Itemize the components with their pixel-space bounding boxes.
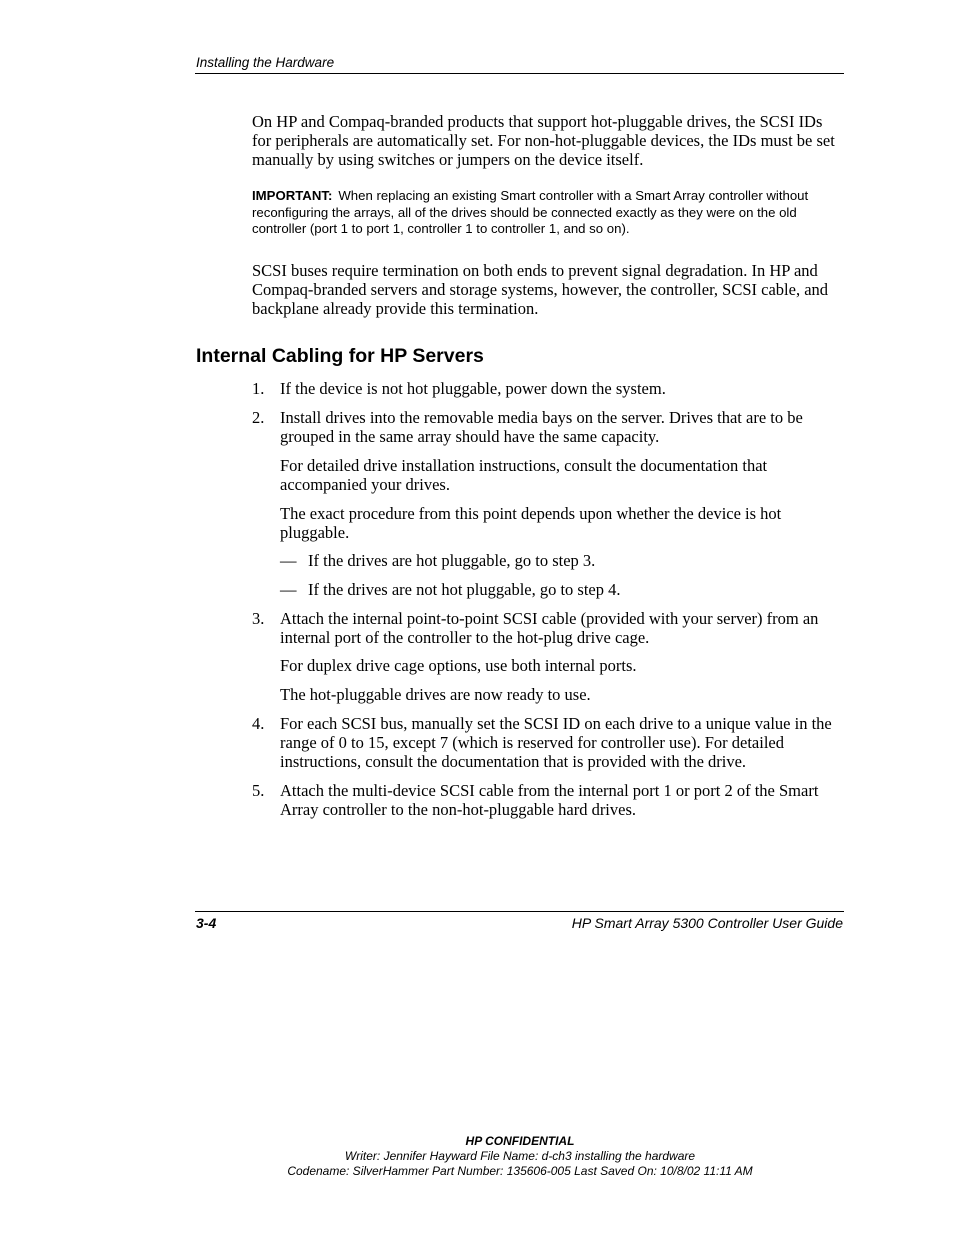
step-5 [252,781,844,819]
dash-marker: — [280,580,297,599]
important-note [252,188,844,238]
step-3-note-2: The hot-pluggable drives are now ready to use. [280,685,591,704]
confidential-title: HP CONFIDENTIAL [465,1134,575,1148]
footer-rule [195,911,844,912]
step-number: 3. [252,609,265,628]
step-number: 2. [252,408,265,427]
step-2-note-1: For detailed drive installation instructions, consult the documentation that accompanied your drives. [280,456,768,494]
section-heading: Internal Cabling for HP Servers [196,345,484,367]
intro-paragraph-2: SCSI buses require termination on both ends to prevent signal degradation. In HP and Compaq-branded servers and storage systems, however, the controller, SCSI cable, and backplane already provide this termination. [252,261,829,318]
step-text: For each SCSI bus, manually set the SCSI ID on each drive to a unique value in the range of 0 to 15, except 7 (which is reserved for controller use). For detailed instructions, consult the documentation that is provided with the drive. [280,714,832,771]
step-text: Install drives into the removable media bays on the server. Drives that are to be grouped in the same array should have the same capacity. [280,408,803,446]
step-number: 4. [252,714,265,733]
step-3-note-1: For duplex drive cage options, use both internal ports. [280,656,637,675]
important-label: IMPORTANT: [252,188,333,203]
bullet-text: If the drives are not hot pluggable, go to step 4. [308,580,621,599]
step-4 [252,714,844,771]
step-number: 5. [252,781,265,800]
step-2-bullet-1 [280,551,844,570]
step-1 [252,379,844,398]
step-2 [252,408,844,446]
step-2-note-2: The exact procedure from this point depends upon whether the device is hot pluggable. [280,504,782,542]
step-text: Attach the internal point-to-point SCSI cable (provided with your server) from an internal port of the controller to the hot-plug drive cage. [280,609,819,647]
bullet-text: If the drives are hot pluggable, go to step 3. [308,551,596,570]
dash-marker: — [280,551,297,570]
step-3 [252,609,844,647]
intro-paragraph-1: On HP and Compaq-branded products that support hot-pluggable drives, the SCSI IDs for peripherals are automatically set. For non-hot-pluggable devices, the IDs must be set manually by using switches or jumpers on the device itself. [252,112,835,169]
running-head: Installing the Hardware [196,55,335,70]
guide-title: HP Smart Array 5300 Controller User Guide [571,915,843,931]
page-number: 3-4 [196,915,217,931]
step-text: If the device is not hot pluggable, power down the system. [280,379,666,398]
confidential-block [0,1134,954,1179]
step-number: 1. [252,379,265,398]
important-text: When replacing an existing Smart controller with a Smart Array controller without reconfiguring the arrays, all of the drives should be connected exactly as they were on the old controller (port 1 to port 1, controller 1 to controller 1, and so on). [252,188,809,236]
step-text: Attach the multi-device SCSI cable from the internal port 1 or port 2 of the Smart Array controller to the non-hot-pluggable hard drives. [280,781,819,819]
confidential-line-1: Writer: Jennifer Hayward File Name: d-ch3 installing the hardware [344,1149,696,1163]
confidential-line-2: Codename: SilverHammer Part Number: 135606-005 Last Saved On: 10/8/02 11:11 AM [287,1164,753,1178]
step-2-bullet-2 [280,580,844,599]
header-rule [195,73,844,74]
